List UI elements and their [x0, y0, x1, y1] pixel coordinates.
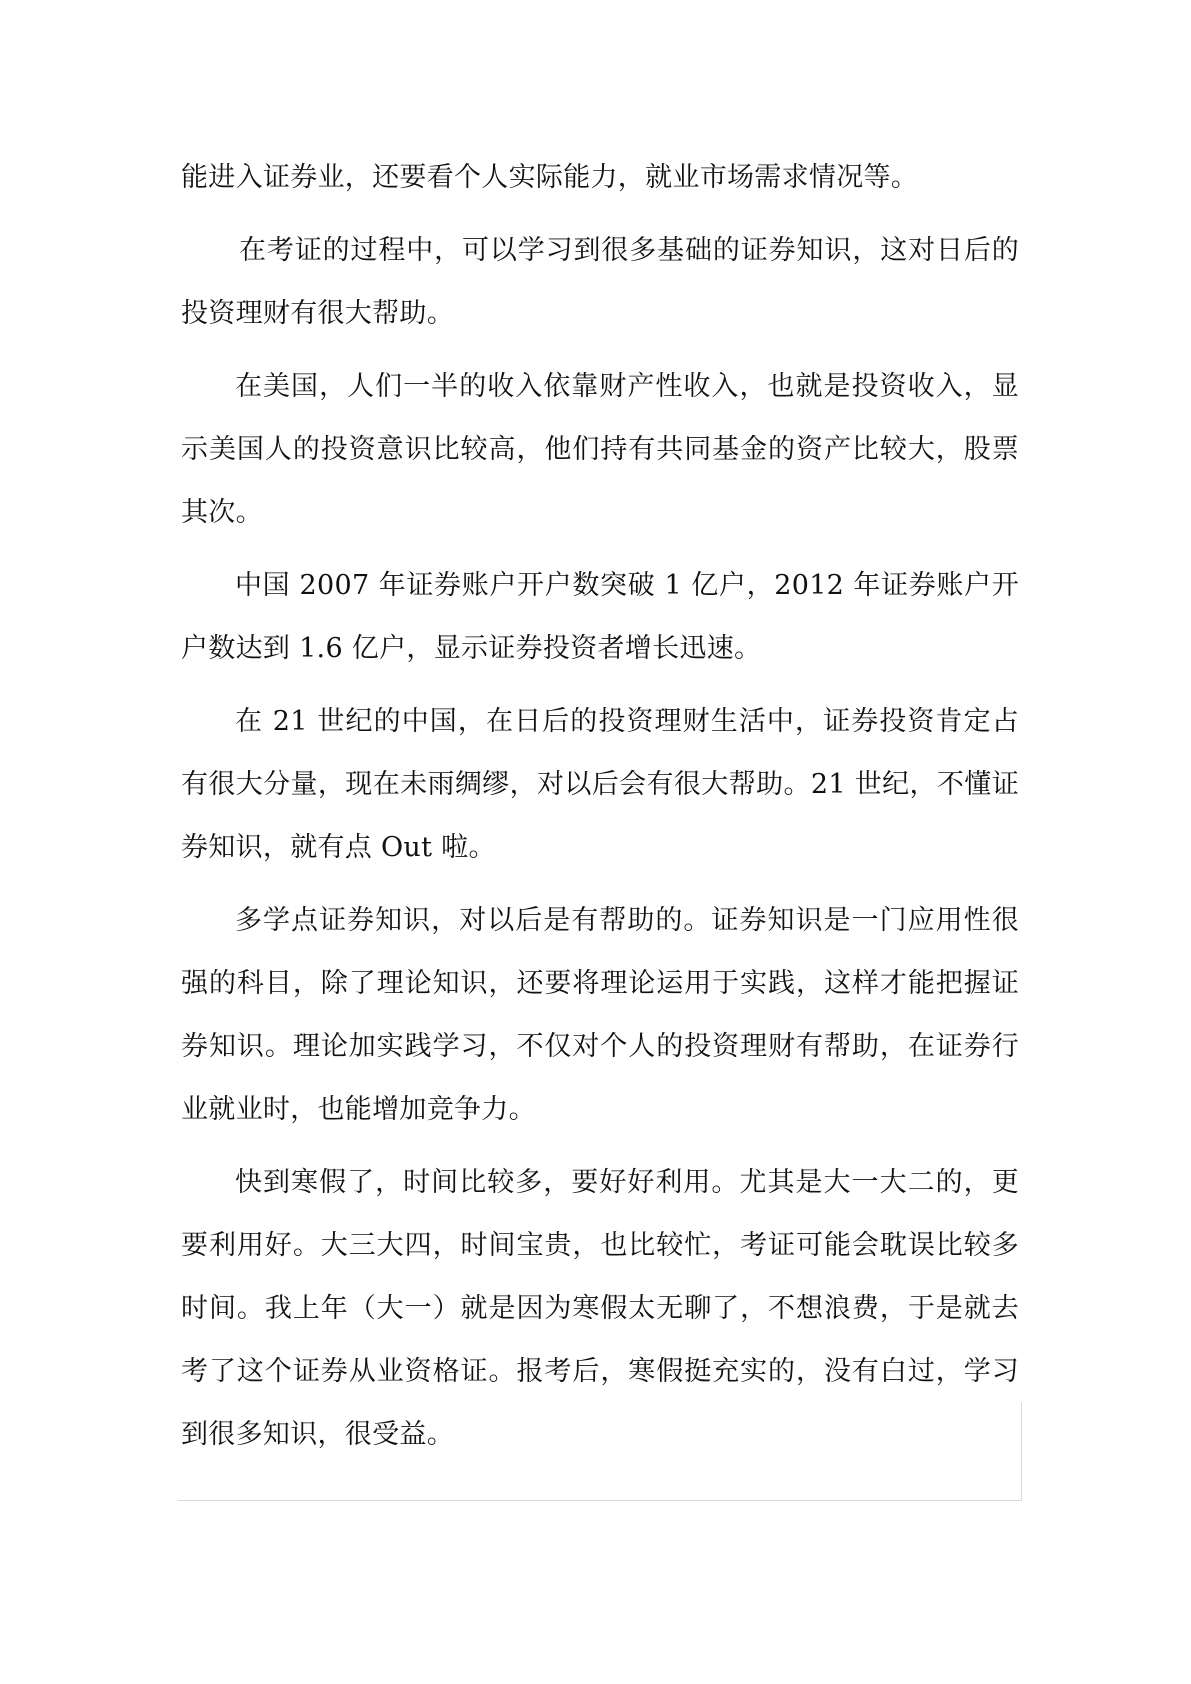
paragraph-3: 在美国，人们一半的收入依靠财产性收入，也就是投资收入，显示美国人的投资意识比较高，他们持有共同基金的资产比较大，股票其次。 [181, 371, 1019, 528]
footer-border-horizontal [178, 1500, 1022, 1501]
footer-border-vertical [1021, 1402, 1022, 1501]
paragraph-5: 在 21 世纪的中国，在日后的投资理财生活中，证券投资肯定占有很大分量，现在未雨绸缪，对以后会有很大帮助。21 世纪，不懂证券知识，就有点 Out 啦。 [181, 706, 1019, 863]
paragraph-1: 能进入证券业，还要看个人实际能力，就业市场需求情况等。 [181, 162, 919, 193]
paragraph-6: 多学点证券知识，对以后是有帮助的。证券知识是一门应用性很强的科目，除了理论知识，还要将理论运用于实践，这样才能把握证券知识。理论加实践学习，不仅对个人的投资理财有帮助，在证券行业就业时，也能增加竞争力。 [181, 905, 1019, 1125]
paragraph-7: 快到寒假了，时间比较多，要好好利用。尤其是大一大二的，更要利用好。大三大四，时间宝贵，也比较忙，考证可能会耽误比较多时间。我上年（大一）就是因为寒假太无聊了，不想浪费，于是就去考了这个证券从业资格证。报考后，寒假挺充实的，没有白过，学习到很多知识，很受益。 [181, 1167, 1019, 1450]
paragraph-4: 中国 2007 年证券账户开户数突破 1 亿户，2012 年证券账户开户数达到 1.6 亿户，显示证券投资者增长迅速。 [181, 570, 1019, 664]
document-body [181, 146, 1019, 1476]
paragraph-2: 在考证的过程中，可以学习到很多基础的证券知识，这对日后的投资理财有很大帮助。 [181, 235, 1019, 329]
